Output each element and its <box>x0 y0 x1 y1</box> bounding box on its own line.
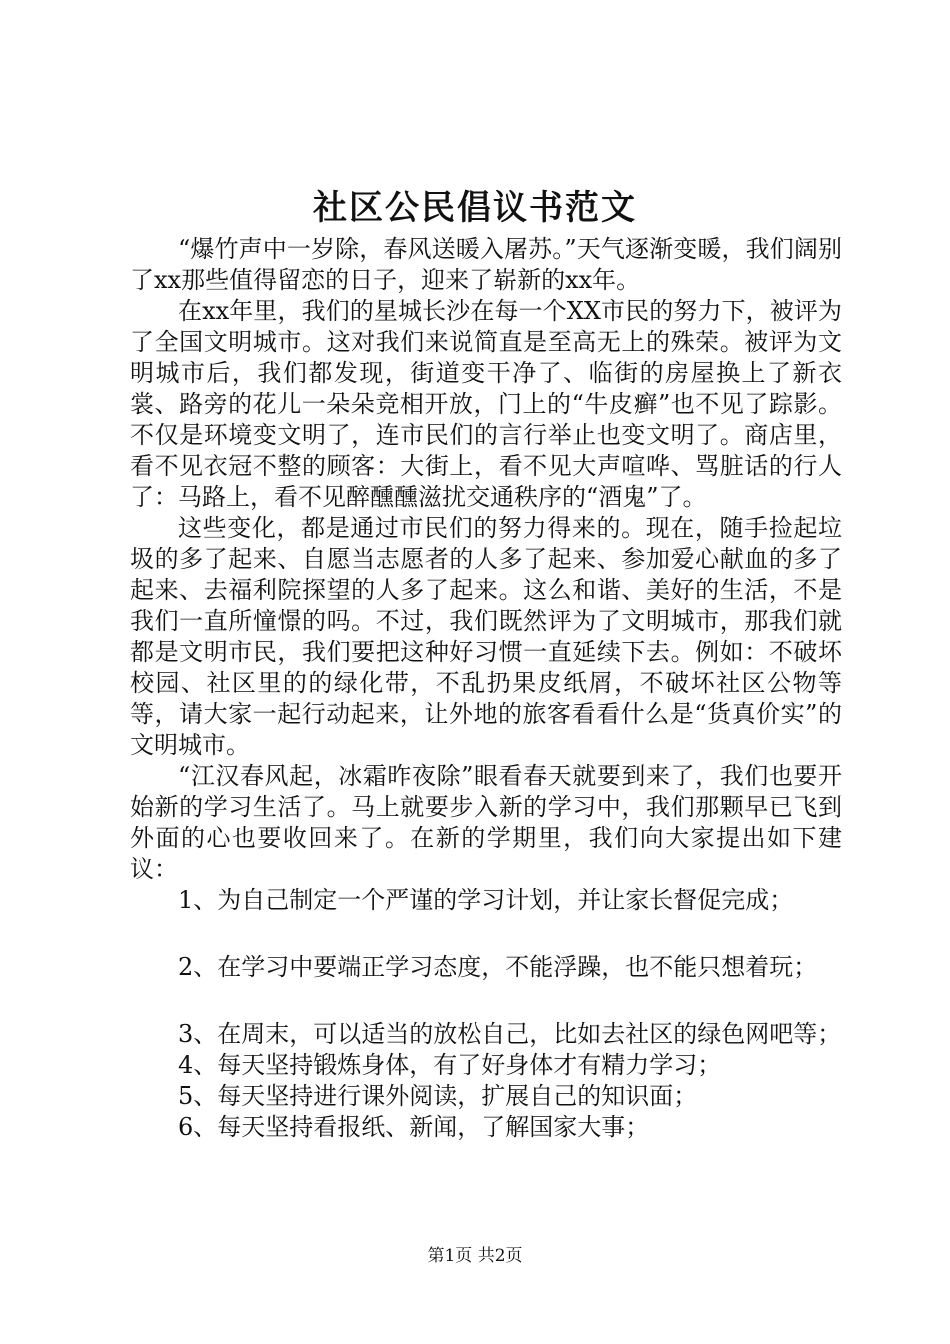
list-item: 3、在周末，可以适当的放松自己，比如去社区的绿色网吧等； <box>178 1020 842 1048</box>
list-item: 4、每天坚持锻炼身体，有了好身体才有精力学习； <box>178 1051 722 1079</box>
paragraph: 在xx年里，我们的星城长沙在每一个XX市民的努力下，被评为了全国文明城市。这对我们来说简直是至高无上的殊荣。被评为文明城市后，我们都发现，街道变干净了、临街的房屋换上了新衣裳、路旁的花儿一朵朵竞相开放，门上的“牛皮癣”也不见了踪影。不仅是环境变文明了，连市民们的言行举止也变文明了。商店里，看不见衣冠不整的顾客：大街上，看不见大声喧哗、骂脏话的行人了：马路上，看不见醉醺醺滋扰交通秩序的“酒鬼”了。 <box>130 297 842 511</box>
page-footer: 第1页 共2页 <box>427 1246 523 1266</box>
list-item: 1、为自己制定一个严谨的学习计划，并让家长督促完成； <box>178 886 794 914</box>
list-item: 6、每天坚持看报纸、新闻，了解国家大事； <box>178 1113 650 1141</box>
paragraph: “爆竹声中一岁除，春风送暖入屠苏。”天气逐渐变暖，我们阔别了xx那些值得留恋的日子，迎来了崭新的xx年。 <box>130 235 842 294</box>
list-item: 2、在学习中要端正学习态度，不能浮躁，也不能只想着玩； <box>178 953 818 981</box>
document-title: 社区公民倡议书范文 <box>313 188 637 228</box>
paragraph: “江汉春风起，冰霜昨夜除”眼看春天就要到来了，我们也要开始新的学习生活了。马上就要步入新的学习中，我们那颗早已飞到外面的心也要收回来了。在新的学期里，我们向大家提出如下建议： <box>130 762 842 883</box>
document-body <box>130 234 842 1143</box>
paragraph: 这些变化，都是通过市民们的努力得来的。现在，随手捡起垃圾的多了起来、自愿当志愿者的人多了起来、参加爱心献血的多了起来、去福利院探望的人多了起来。这么和谐、美好的生活，不是我们一直所憧憬的吗。不过，我们既然评为了文明城市，那我们就都是文明市民，我们要把这种好习惯一直延续下去。例如：不破坏校园、社区里的的绿化带，不乱扔果皮纸屑，不破坏社区公物等等，请大家一起行动起来，让外地的旅客看看什么是“货真价实”的文明城市。 <box>130 514 842 759</box>
list-item: 5、每天坚持进行课外阅读，扩展自己的知识面； <box>178 1082 698 1110</box>
